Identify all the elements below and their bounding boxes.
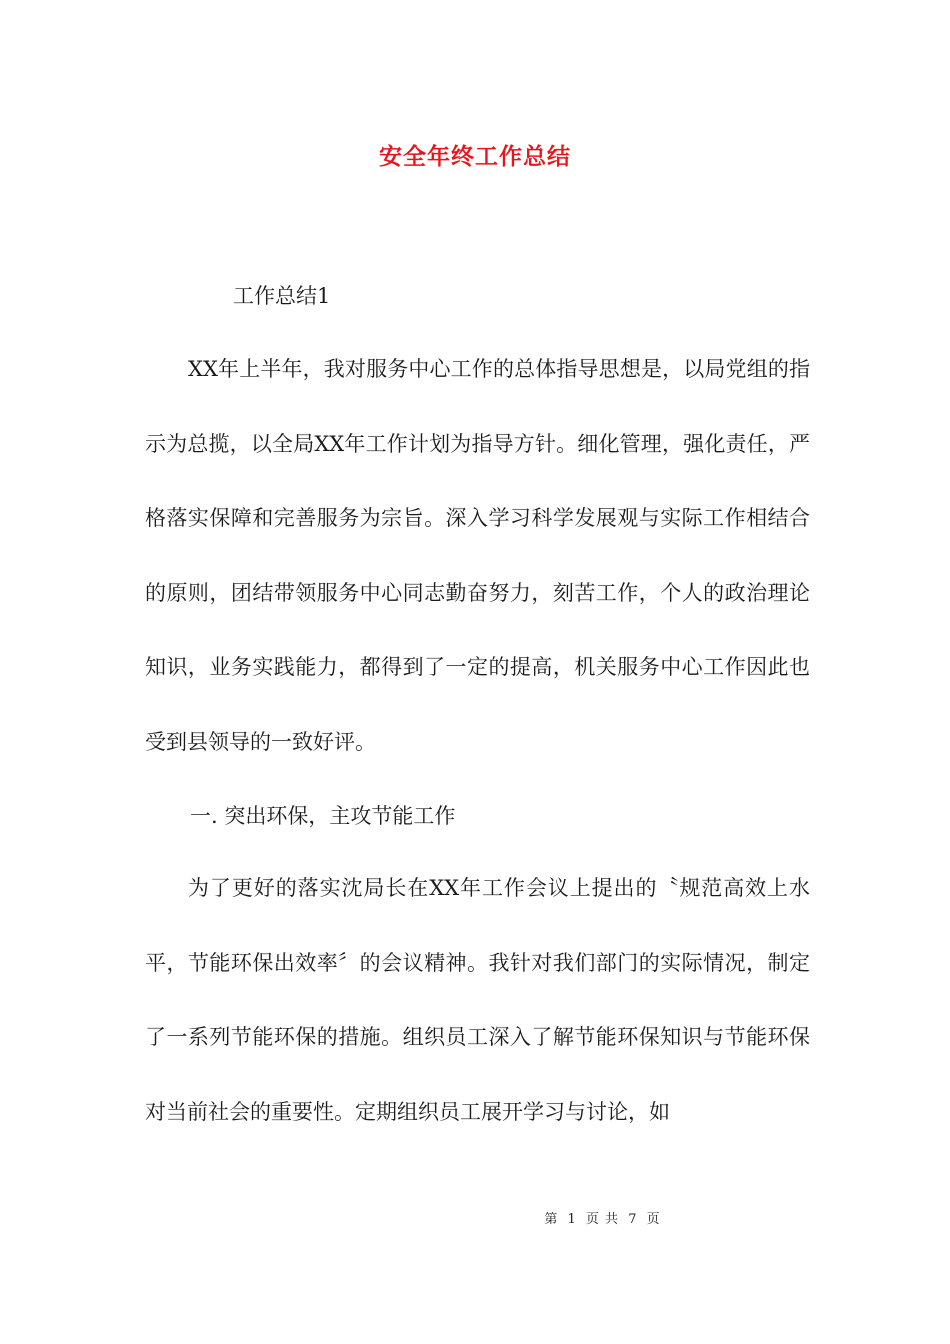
section-heading: 一. 突出环保，主攻节能工作 [190, 804, 456, 828]
subheading: 工作总结1 [233, 284, 331, 308]
document-title: 安全年终工作总结 [379, 143, 571, 170]
footer-total-pages: 7 [628, 1212, 638, 1227]
footer-current-page: 1 [567, 1212, 577, 1227]
footer-suffix: 页 [646, 1212, 661, 1227]
footer-middle: 页 共 [585, 1212, 620, 1227]
footer-prefix: 第 [544, 1212, 559, 1227]
page-footer [0, 1208, 950, 1227]
paragraph-1: XX年上半年，我对服务中心工作的总体指导思想是，以局党组的指示为总揽，以全局XX年工作计划为指导方针。细化管理，强化责任，严格落实保障和完善服务为宗旨。深入学习科学发展观与实际工作相结合的原则，团结带领服务中心同志勤奋努力，刻苦工作，个人的政治理论知识，业务实践能力，都得到了一定的提高，机关服务中心工作因此也受到县领导的一致好评。 [145, 357, 810, 754]
paragraph-2: 为了更好的落实沈局长在XX年工作会议上提出的〝规范高效上水平，节能环保出效率〞的会议精神。我针对我们部门的实际情况，制定了一系列节能环保的措施。组织员工深入了解节能环保知识与节能环保对当前社会的重要性。定期组织员工展开学习与讨论，如 [145, 876, 810, 1124]
